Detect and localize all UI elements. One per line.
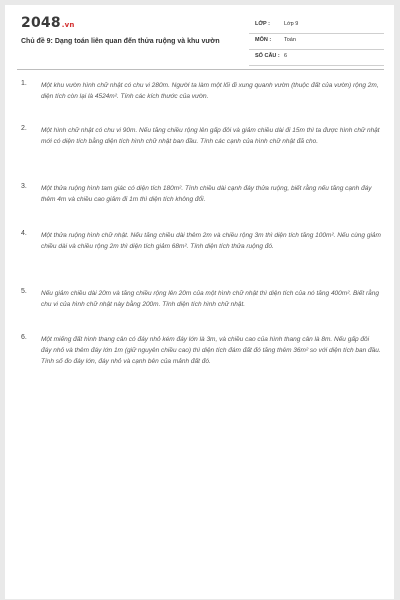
- meta-key-subject: MÔN :: [255, 37, 272, 43]
- meta-key-class: LỚP :: [255, 21, 270, 27]
- meta-row-question-count: [249, 50, 384, 66]
- question-text: Một thửa ruộng hình tam giác có diện tích 180m². Tính chiều dài cạnh đáy thửa ruộng, biết rằng nếu tăng cạnh đáy thêm 4m và chiều cao giảm đi 1m thì diện tích không đổi.: [41, 185, 372, 203]
- question-number: 3.: [21, 183, 27, 190]
- header-divider: [17, 69, 384, 70]
- question-number: 5.: [21, 288, 27, 295]
- meta-key-question-count: SỐ CÂU :: [255, 53, 280, 59]
- meta-row-subject: [249, 34, 384, 50]
- question-text: Một hình chữ nhật có chu vi 90m. Nếu tăng chiều rộng lên gấp đôi và giảm chiều dài đi 15m thì ta được hình chữ nhật mới có diện tích bằng diện tích hình chữ nhật ban đầu. Tính các cạnh của hình chữ nhật đã cho.: [41, 127, 380, 145]
- question-number: 6.: [21, 334, 27, 341]
- meta-value-question-count: 6: [284, 53, 288, 59]
- site-logo[interactable]: [21, 15, 75, 31]
- meta-value-class: Lớp 9: [284, 21, 299, 27]
- worksheet-header: [5, 5, 394, 65]
- question-text: Một thửa ruộng hình chữ nhật. Nếu tăng chiều dài thêm 2m và chiều rộng 3m thì diện tích tăng 100m². Nếu cùng giảm chiều dài và chiều rộng 2m thì diện tích giảm 68m². Tính diện tích thửa ruộng đó.: [41, 232, 381, 250]
- meta-row-class: [249, 18, 384, 34]
- question-number: 1.: [21, 80, 27, 87]
- logo-main-text: 2048: [21, 15, 61, 31]
- question-number: 4.: [21, 230, 27, 237]
- meta-value-subject: Toán: [284, 37, 296, 43]
- question-text: Một miếng đất hình thang cân có đáy nhỏ kém đáy lớn là 3m, và chiều cao của hình thang cân là 8m. Nếu gấp đôi đáy nhỏ và thêm đáy lớn 1m (giữ nguyên chiều cao) thì diện tích đám đất đó tăng thêm 36m² so với diện tích ban đầu. Tính số đo đáy lớn, đáy nhỏ và cạnh bên của mảnh đất đó.: [41, 336, 381, 365]
- question-text: Nếu giảm chiều dài 20m và tăng chiều rộng lên 20m của một hình chữ nhật thì diện tích của nó tăng 400m². Biết rằng chu vi của hình chữ nhật này bằng 200m. Tính diện tích hình chữ nhật.: [41, 290, 379, 308]
- logo-suffix-text: .vn: [61, 21, 75, 29]
- worksheet-page: [5, 5, 394, 599]
- meta-table: [249, 18, 384, 66]
- topic-title: Chủ đề 9: Dạng toán liên quan đến thửa ruộng và khu vườn: [21, 38, 220, 45]
- question-number: 2.: [21, 125, 27, 132]
- question-text: Một khu vườn hình chữ nhật có chu vi 280m. Người ta làm một lối đi xung quanh vườn (thuộc đất của vườn) rộng 2m, diện tích còn lại là 4524m². Tính các kích thước của vườn.: [41, 82, 379, 100]
